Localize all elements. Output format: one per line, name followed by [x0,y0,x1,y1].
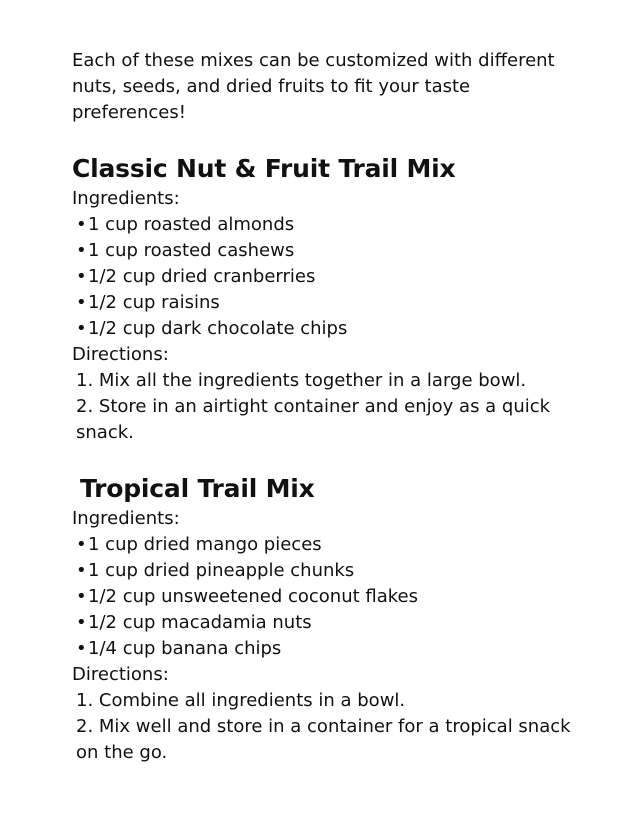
intro-paragraph: Each of these mixes can be customized with different nuts, seeds, and dried fruits to fit your taste preferences! [72,50,555,123]
bullet-icon: • [76,534,87,555]
recipe-classic [72,152,572,446]
ingredient-item: •1/4 cup banana chips [72,636,572,662]
bullet-icon: • [76,240,87,261]
ingredient-item: •1/2 cup unsweetened coconut flakes [72,584,572,610]
ingredient-item: •1 cup dried pineapple chunks [72,558,572,584]
ingredient-item: •1/2 cup raisins [72,290,572,316]
bullet-icon: • [76,214,87,235]
bullet-icon: • [76,560,87,581]
bullet-icon: • [76,266,87,287]
ingredients-label: Ingredients: [72,188,180,209]
ingredient-item: •1/2 cup macadamia nuts [72,610,572,636]
bullet-icon: • [76,612,87,633]
direction-step: 1. Combine all ingredients in a bowl. [76,690,406,711]
recipe-title: Classic Nut & Fruit Trail Mix [72,154,456,183]
recipe-tropical [72,472,572,766]
direction-step: 1. Mix all the ingredients together in a large bowl. [76,370,527,391]
directions-label: Directions: [72,344,169,365]
directions-label: Directions: [72,664,169,685]
direction-step: 2. Mix well and store in a container for a tropical snack on the go. [76,716,571,763]
direction-step: 2. Store in an airtight container and enjoy as a quick snack. [76,396,551,443]
bullet-icon: • [76,292,87,313]
ingredient-item: •1/2 cup dark chocolate chips [72,316,572,342]
ingredient-item: •1 cup roasted almonds [72,212,572,238]
ingredient-item: •1/2 cup dried cranberries [72,264,572,290]
ingredients-list [72,212,572,342]
ingredients-list [72,532,572,662]
ingredient-item: •1 cup roasted cashews [72,238,572,264]
ingredient-item: •1 cup dried mango pieces [72,532,572,558]
recipe-title: Tropical Trail Mix [80,474,315,503]
document-page [72,48,572,792]
bullet-icon: • [76,318,87,339]
bullet-icon: • [76,638,87,659]
bullet-icon: • [76,586,87,607]
ingredients-label: Ingredients: [72,508,180,529]
